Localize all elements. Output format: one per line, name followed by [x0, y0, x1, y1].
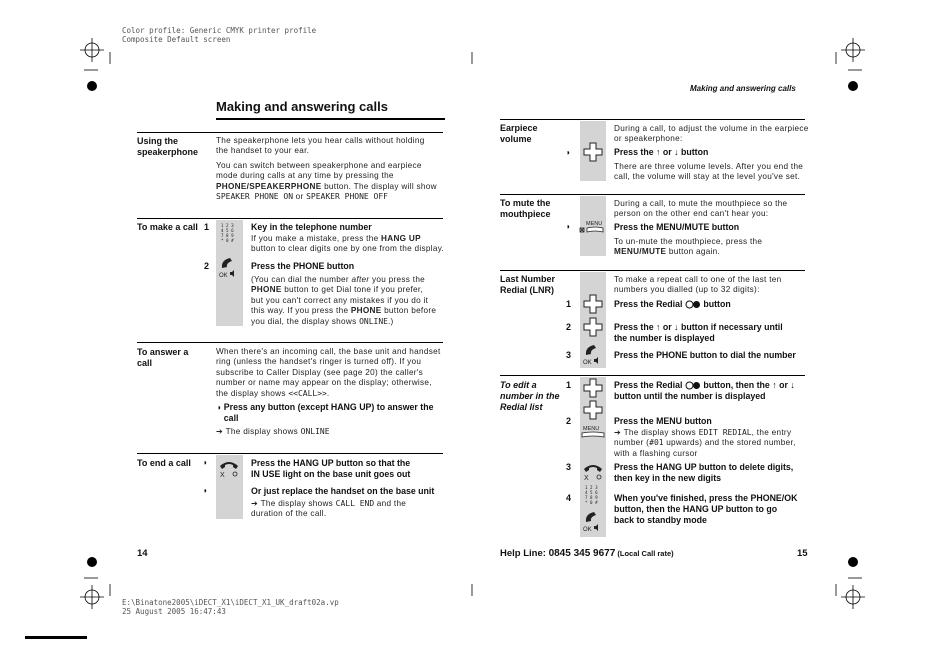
earpiece-text2: There are three volume levels. After you end the call, the volume will stay at the level you've set.: [614, 162, 804, 182]
bullet-icon: ◗: [203, 458, 208, 467]
svg-text:MENU: MENU: [583, 426, 600, 432]
print-info-footer1: E:\Binatone2005\iDECT_X1\iDECT_X1_UK_draft02a.vp: [122, 598, 339, 607]
phone-ok-icon: [582, 510, 604, 534]
section-rule: [500, 194, 805, 195]
step-number: 1: [204, 222, 210, 232]
section-rule: [500, 375, 805, 376]
speakerphone-text: The speakerphone lets you hear calls without holding the handset to your ear. You can switch between speakerphone and earpiece mode during calls at any time by pressing the PHONE/SPEAKERPHONE button. The display will show SPEAKER PHONE ON or SPEAKER PHONE OFF: [216, 136, 437, 202]
svg-text:* 0 #: * 0 #: [221, 238, 234, 243]
step-title: Press the MENU button: [614, 416, 712, 426]
step-number: 2: [204, 261, 210, 271]
keypad-icon: [220, 222, 238, 244]
arrow-right-icon: ➔: [216, 427, 224, 436]
step-title: When you've finished, press the PHONE/OK button, then the HANG UP button to go back to standby mode: [614, 493, 798, 525]
section-label-end-call: To end a call: [137, 458, 191, 468]
print-info-line2: Composite Default screen: [122, 35, 231, 44]
running-head: Making and answering calls: [690, 84, 796, 93]
step-title: Press the ↑ or ↓ button if necessary until the number is displayed: [614, 322, 783, 343]
section-label-speakerphone: Using the speakerphone: [137, 136, 199, 157]
end-result: ➔ The display shows CALL END and the duration of the call.: [251, 499, 407, 519]
svg-text:MENU: MENU: [586, 221, 603, 227]
step-title: Press the PHONE button to dial the number: [614, 350, 796, 360]
section-rule: [500, 119, 805, 120]
svg-text:OK: OK: [219, 273, 228, 278]
step-title: Key in the telephone number: [251, 222, 372, 232]
bullet-icon: ◗: [566, 222, 571, 231]
mute-text2: To un-mute the mouthpiece, press the MENU/MUTE button again.: [614, 237, 763, 257]
navigation-cross-icon: [582, 293, 604, 315]
navigation-cross-icon: [582, 141, 604, 163]
step-title: Press the Redial button, then the ↑ or ↓ button until the number is displayed: [614, 380, 795, 401]
edit-result: ➔ The display shows EDIT REDIAL, the entry number (#01 upwards) and the stored number, with a flashing cursor: [614, 428, 796, 458]
menu-mute-icon: [579, 218, 607, 236]
title-rule: [216, 118, 445, 120]
navigation-cross-icon: [582, 316, 604, 338]
svg-text:7 8 9: 7 8 9: [585, 495, 598, 500]
svg-text:7 8 9: 7 8 9: [221, 233, 234, 238]
svg-text:X: X: [220, 472, 225, 479]
page-number-left: 14: [137, 548, 148, 559]
mute-text: During a call, to mute the mouthpiece so the person on the other end can't hear you:: [614, 199, 788, 219]
section-rule: [500, 270, 805, 271]
svg-text:OK: OK: [583, 360, 592, 365]
step-number: 1: [566, 299, 572, 309]
section-rule: [137, 218, 443, 219]
step-number: 2: [566, 322, 572, 332]
section-label-make-call: To make a call: [137, 222, 198, 232]
arrow-right-icon: ➔: [251, 499, 259, 508]
step-title: Or just replace the handset on the base unit: [251, 486, 435, 496]
answer-text: When there's an incoming call, the base unit and handset ring (unless the handset's ringer is turned off). If you subscribe to Caller Display (see page 20) the caller's number or name may appear on the display; otherwise, the display shows <<CALL>>.: [216, 347, 441, 398]
lnr-text: To make a repeat call to one of the last ten numbers you dialled (up to 32 digits):: [614, 275, 782, 295]
svg-text:4 5 6: 4 5 6: [585, 490, 598, 495]
arrow-right-icon: ➔: [614, 428, 622, 437]
step-text: If you make a mistake, press the HANG UP button to clear digits one by one from the display.: [251, 234, 445, 254]
section-label-answer: To answer a call: [137, 347, 189, 368]
section-label-earpiece: Earpiece volume: [500, 123, 538, 144]
section-label-lnr: Last Number Redial (LNR): [500, 274, 556, 295]
answer-result: ➔ The display shows ONLINE: [216, 427, 330, 436]
svg-text:4 5 6: 4 5 6: [221, 228, 234, 233]
keypad-icon: [584, 484, 602, 506]
phone-ok-icon: [582, 343, 604, 365]
step-number: 4: [566, 493, 572, 503]
hang-up-icon: [218, 457, 240, 479]
step-title: Press the HANG UP button so that the IN USE light on the base unit goes out: [251, 458, 411, 479]
bullet-icon: ◗: [217, 403, 222, 412]
svg-text:* 0 #: * 0 #: [585, 500, 598, 505]
redial-icon: [685, 300, 701, 309]
bullet-icon: ◗: [203, 486, 208, 495]
bullet-icon: ◗: [566, 148, 571, 157]
section-rule: [137, 132, 443, 133]
svg-text:1 2 3: 1 2 3: [221, 223, 234, 228]
answer-step-text: Press any button (except HANG UP) to answer the call: [223, 402, 434, 423]
svg-text:X: X: [584, 475, 589, 482]
step-title: Press the MENU/MUTE button: [614, 222, 740, 232]
step-title: Press the PHONE button: [251, 261, 355, 271]
earpiece-text: During a call, to adjust the volume in the earpiece or speakerphone:: [614, 124, 809, 144]
navigation-cross-icon: [582, 378, 604, 422]
section-rule: [137, 342, 443, 343]
menu-button-icon: [580, 424, 606, 438]
svg-text:1 2 3: 1 2 3: [585, 485, 598, 490]
step-title: Press the ↑ or ↓ button: [614, 147, 709, 157]
section-rule: [137, 453, 443, 454]
helpline: Help Line: 0845 345 9677 (Local Call rate): [500, 548, 674, 559]
step-title: Press the Redial button: [614, 299, 731, 309]
svg-text:OK: OK: [583, 527, 592, 533]
page-title: Making and answering calls: [216, 99, 388, 114]
phone-ok-icon: [218, 256, 240, 278]
page-number-right: 15: [797, 548, 808, 559]
step-number: 2: [566, 416, 572, 426]
step-number: 1: [566, 380, 572, 390]
redial-icon: [685, 381, 701, 390]
section-label-edit: To edit a number in the Redial list: [500, 380, 560, 412]
step-number: 3: [566, 350, 572, 360]
step-title: Press the HANG UP button to delete digits, then key in the new digits: [614, 462, 794, 483]
step-number: 3: [566, 462, 572, 472]
hang-up-icon: [582, 460, 604, 482]
print-info-footer2: 25 August 2005 16:47:43: [122, 607, 226, 616]
section-label-mute: To mute the mouthpiece: [500, 198, 551, 219]
step-text: (You can dial the number after you press the PHONE button to get Dial tone if you prefer, but you can't correct any mistakes if you do it this way. If you press the PHONE button before you dial, the display shows ONLINE.): [251, 275, 437, 326]
print-info-line1: Color profile: Generic CMYK printer profile: [122, 26, 317, 35]
